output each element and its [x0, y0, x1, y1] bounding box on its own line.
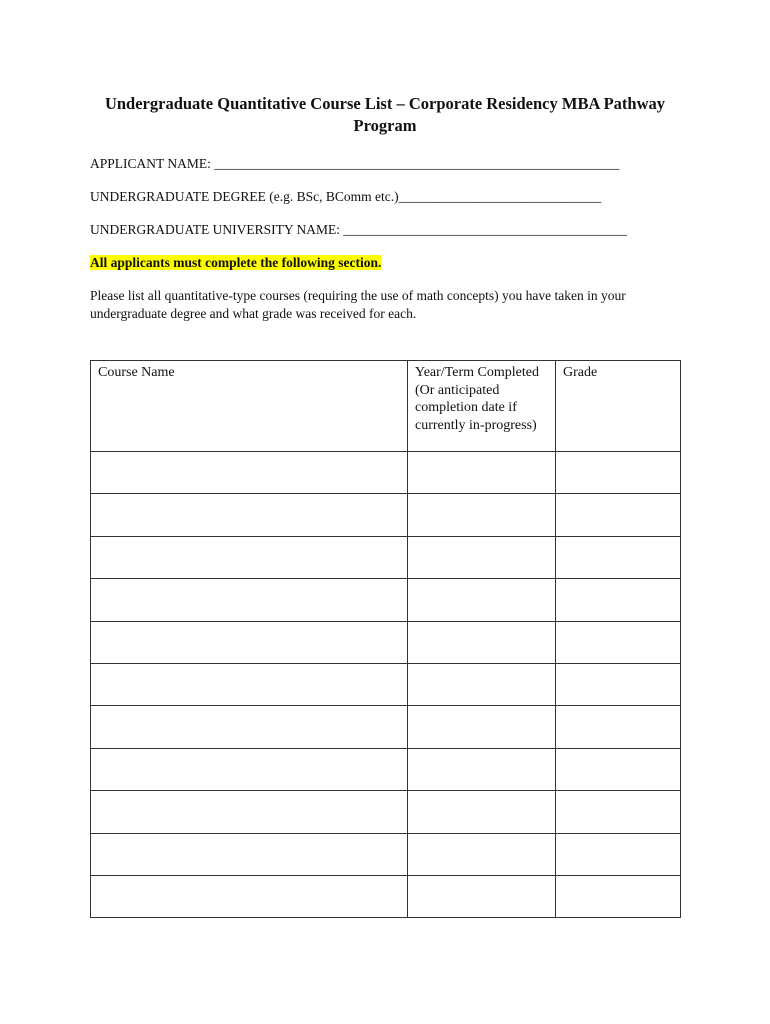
header-grade: Grade	[556, 361, 681, 452]
table-row	[91, 833, 681, 875]
year-term-cell[interactable]	[408, 791, 556, 833]
year-term-cell[interactable]	[408, 494, 556, 536]
grade-cell[interactable]	[556, 663, 681, 705]
year-term-cell[interactable]	[408, 706, 556, 748]
grade-cell[interactable]	[556, 536, 681, 578]
table-row	[91, 536, 681, 578]
grade-cell[interactable]	[556, 706, 681, 748]
year-term-cell[interactable]	[408, 833, 556, 875]
table-row	[91, 791, 681, 833]
table-row	[91, 494, 681, 536]
course-name-cell[interactable]	[91, 536, 408, 578]
course-name-cell[interactable]	[91, 748, 408, 790]
year-term-cell[interactable]	[408, 452, 556, 494]
header-year-term: Year/Term Completed (Or anticipated completion date if currently in-progress)	[408, 361, 556, 452]
table-row	[91, 452, 681, 494]
grade-cell[interactable]	[556, 579, 681, 621]
notice-highlight-text: All applicants must complete the following section.	[90, 255, 382, 270]
course-name-cell[interactable]	[91, 875, 408, 917]
course-name-cell[interactable]	[91, 621, 408, 663]
table-header-row	[91, 361, 681, 452]
table-row	[91, 621, 681, 663]
year-term-cell[interactable]	[408, 663, 556, 705]
table-row	[91, 663, 681, 705]
grade-cell[interactable]	[556, 833, 681, 875]
university-name-field[interactable]: UNDERGRADUATE UNIVERSITY NAME: __________________________________________	[90, 222, 627, 237]
applicant-name-field[interactable]: APPLICANT NAME: ____________________________________________________________	[90, 156, 620, 171]
instructions-text: Please list all quantitative-type courses (requiring the use of math concepts) you have taken in your undergraduate degree and what grade was received for each.	[90, 288, 626, 321]
course-name-cell[interactable]	[91, 663, 408, 705]
year-term-cell[interactable]	[408, 536, 556, 578]
grade-cell[interactable]	[556, 621, 681, 663]
grade-cell[interactable]	[556, 875, 681, 917]
grade-cell[interactable]	[556, 748, 681, 790]
course-name-cell[interactable]	[91, 706, 408, 748]
page-title: Undergraduate Quantitative Course List – Corporate Residency MBA Pathway Program	[104, 94, 666, 135]
year-term-cell[interactable]	[408, 875, 556, 917]
course-name-cell[interactable]	[91, 494, 408, 536]
course-name-cell[interactable]	[91, 791, 408, 833]
required-section-notice	[90, 254, 381, 272]
course-list-table	[90, 360, 681, 918]
year-term-cell[interactable]	[408, 621, 556, 663]
grade-cell[interactable]	[556, 494, 681, 536]
grade-cell[interactable]	[556, 791, 681, 833]
year-term-cell[interactable]	[408, 579, 556, 621]
course-rows	[91, 452, 681, 918]
header-course-name: Course Name	[91, 361, 408, 452]
course-name-cell[interactable]	[91, 579, 408, 621]
table-row	[91, 579, 681, 621]
course-name-cell[interactable]	[91, 452, 408, 494]
year-term-cell[interactable]	[408, 748, 556, 790]
table-row	[91, 748, 681, 790]
undergraduate-degree-field[interactable]: UNDERGRADUATE DEGREE (e.g. BSc, BComm etc.)______________________________	[90, 189, 602, 204]
course-name-cell[interactable]	[91, 833, 408, 875]
table-row	[91, 875, 681, 917]
table-row	[91, 706, 681, 748]
grade-cell[interactable]	[556, 452, 681, 494]
